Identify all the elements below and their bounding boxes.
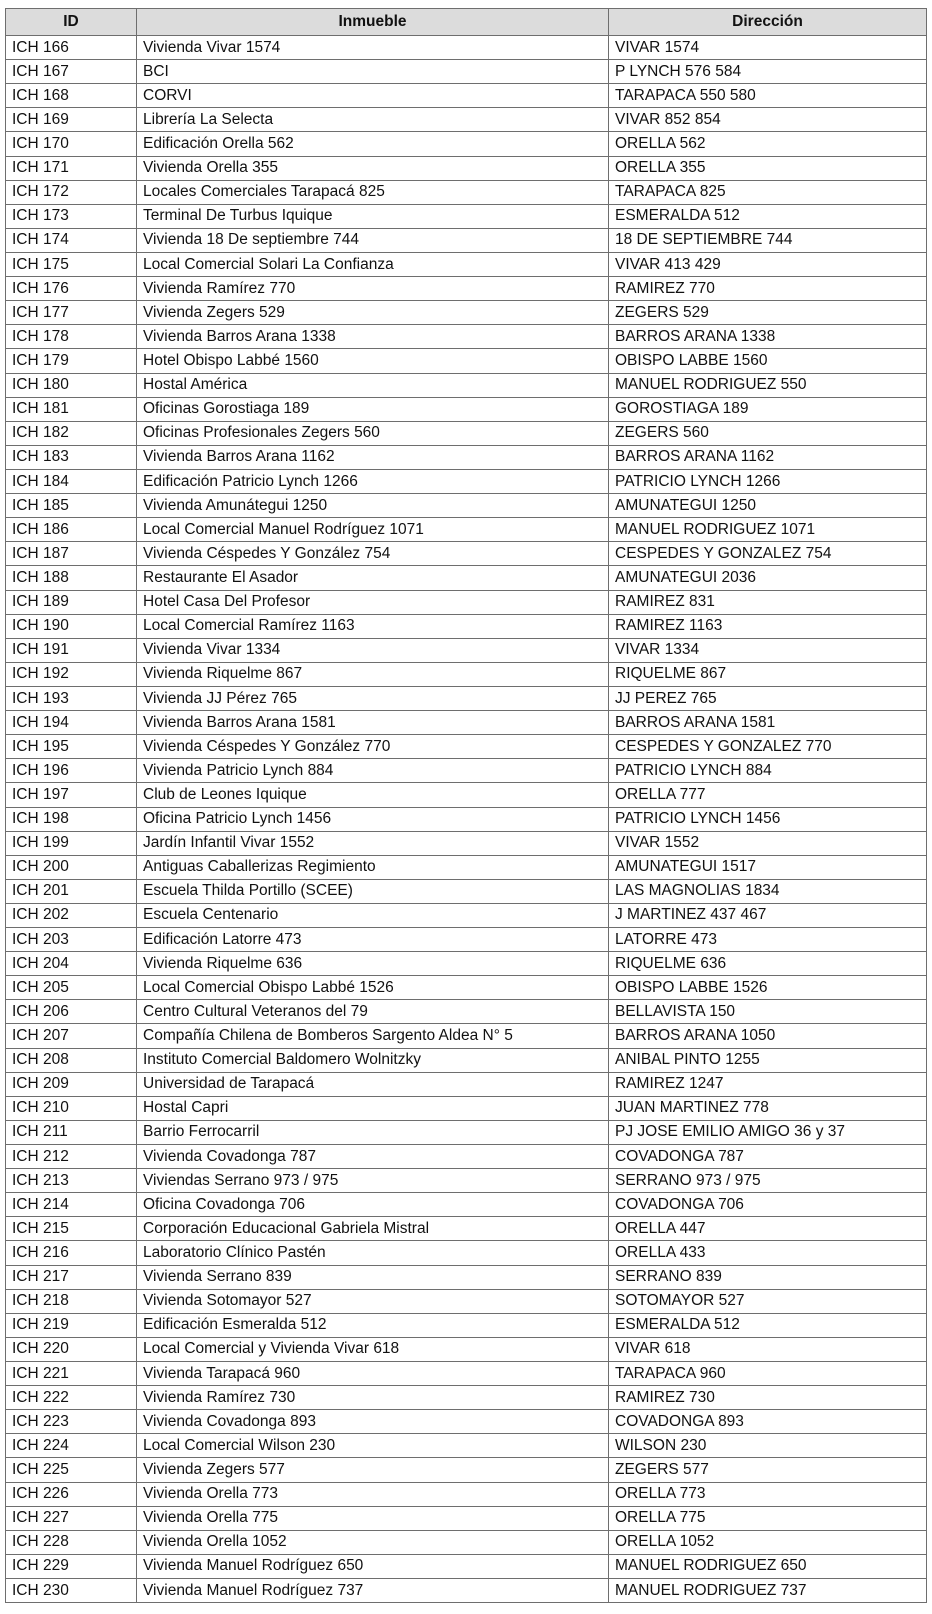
- table-row: [6, 60, 927, 84]
- cell-direccion: VIVAR 618: [609, 1337, 927, 1361]
- cell-id: ICH 175: [6, 252, 137, 276]
- cell-direccion: TARAPACA 960: [609, 1362, 927, 1386]
- cell-inmueble: Terminal De Turbus Iquique: [137, 204, 609, 228]
- cell-id: ICH 200: [6, 855, 137, 879]
- cell-id: ICH 211: [6, 1120, 137, 1144]
- cell-direccion: ZEGERS 560: [609, 421, 927, 445]
- cell-inmueble: Vivienda JJ Pérez 765: [137, 686, 609, 710]
- table-row: [6, 469, 927, 493]
- cell-inmueble: Club de Leones Iquique: [137, 783, 609, 807]
- cell-id: ICH 198: [6, 807, 137, 831]
- table-row: [6, 373, 927, 397]
- cell-id: ICH 226: [6, 1482, 137, 1506]
- cell-inmueble: Vivienda Barros Arana 1162: [137, 445, 609, 469]
- cell-id: ICH 174: [6, 228, 137, 252]
- cell-direccion: LAS MAGNOLIAS 1834: [609, 879, 927, 903]
- table-row: [6, 36, 927, 60]
- cell-inmueble: Vivienda Orella 355: [137, 156, 609, 180]
- cell-id: ICH 179: [6, 349, 137, 373]
- table-row: [6, 662, 927, 686]
- table-row: [6, 903, 927, 927]
- cell-direccion: CESPEDES Y GONZALEZ 770: [609, 735, 927, 759]
- table-row: [6, 1362, 927, 1386]
- cell-id: ICH 197: [6, 783, 137, 807]
- cell-inmueble: Vivienda Covadonga 893: [137, 1410, 609, 1434]
- cell-id: ICH 187: [6, 542, 137, 566]
- cell-id: ICH 183: [6, 445, 137, 469]
- cell-inmueble: Vivienda Amunátegui 1250: [137, 494, 609, 518]
- table-row: [6, 301, 927, 325]
- cell-direccion: GOROSTIAGA 189: [609, 397, 927, 421]
- cell-direccion: ORELLA 447: [609, 1217, 927, 1241]
- cell-id: ICH 186: [6, 518, 137, 542]
- cell-id: ICH 193: [6, 686, 137, 710]
- cell-direccion: BARROS ARANA 1050: [609, 1024, 927, 1048]
- cell-inmueble: Instituto Comercial Baldomero Wolnitzky: [137, 1048, 609, 1072]
- table-row: [6, 421, 927, 445]
- cell-direccion: BARROS ARANA 1162: [609, 445, 927, 469]
- cell-id: ICH 170: [6, 132, 137, 156]
- cell-inmueble: Vivienda Zegers 529: [137, 301, 609, 325]
- cell-id: ICH 217: [6, 1265, 137, 1289]
- cell-direccion: RAMIREZ 1163: [609, 614, 927, 638]
- cell-inmueble: Hostal América: [137, 373, 609, 397]
- cell-inmueble: Vivienda Riquelme 636: [137, 952, 609, 976]
- cell-direccion: PATRICIO LYNCH 884: [609, 759, 927, 783]
- cell-inmueble: Vivienda Riquelme 867: [137, 662, 609, 686]
- cell-id: ICH 177: [6, 301, 137, 325]
- table-row: [6, 1530, 927, 1554]
- cell-inmueble: Local Comercial Manuel Rodríguez 1071: [137, 518, 609, 542]
- cell-direccion: P LYNCH 576 584: [609, 60, 927, 84]
- table-row: [6, 1386, 927, 1410]
- cell-id: ICH 212: [6, 1145, 137, 1169]
- cell-direccion: BELLAVISTA 150: [609, 1000, 927, 1024]
- cell-direccion: SERRANO 839: [609, 1265, 927, 1289]
- table-row: [6, 783, 927, 807]
- cell-direccion: ESMERALDA 512: [609, 204, 927, 228]
- cell-direccion: TARAPACA 825: [609, 180, 927, 204]
- cell-inmueble: Local Comercial Wilson 230: [137, 1434, 609, 1458]
- cell-direccion: 18 DE SEPTIEMBRE 744: [609, 228, 927, 252]
- cell-id: ICH 207: [6, 1024, 137, 1048]
- cell-id: ICH 196: [6, 759, 137, 783]
- table-row: [6, 108, 927, 132]
- cell-direccion: COVADONGA 893: [609, 1410, 927, 1434]
- cell-direccion: JUAN MARTINEZ 778: [609, 1096, 927, 1120]
- table-row: [6, 445, 927, 469]
- cell-id: ICH 220: [6, 1337, 137, 1361]
- cell-direccion: VIVAR 413 429: [609, 252, 927, 276]
- cell-id: ICH 219: [6, 1313, 137, 1337]
- cell-direccion: ZEGERS 529: [609, 301, 927, 325]
- table-row: [6, 397, 927, 421]
- table-row: [6, 349, 927, 373]
- cell-id: ICH 169: [6, 108, 137, 132]
- cell-inmueble: Vivienda Barros Arana 1338: [137, 325, 609, 349]
- cell-inmueble: Vivienda Patricio Lynch 884: [137, 759, 609, 783]
- cell-direccion: SERRANO 973 / 975: [609, 1169, 927, 1193]
- table-row: [6, 1265, 927, 1289]
- table-row: [6, 1096, 927, 1120]
- table-row: [6, 590, 927, 614]
- table-row: [6, 928, 927, 952]
- cell-id: ICH 229: [6, 1554, 137, 1578]
- cell-inmueble: Vivienda Orella 773: [137, 1482, 609, 1506]
- cell-direccion: PATRICIO LYNCH 1456: [609, 807, 927, 831]
- table-row: [6, 1506, 927, 1530]
- cell-inmueble: Vivienda Covadonga 787: [137, 1145, 609, 1169]
- table-row: [6, 855, 927, 879]
- cell-inmueble: Edificación Orella 562: [137, 132, 609, 156]
- cell-id: ICH 230: [6, 1579, 137, 1603]
- cell-id: ICH 172: [6, 180, 137, 204]
- cell-id: ICH 181: [6, 397, 137, 421]
- cell-id: ICH 167: [6, 60, 137, 84]
- cell-id: ICH 195: [6, 735, 137, 759]
- cell-id: ICH 180: [6, 373, 137, 397]
- cell-direccion: VIVAR 1574: [609, 36, 927, 60]
- cell-id: ICH 189: [6, 590, 137, 614]
- cell-inmueble: Local Comercial Ramírez 1163: [137, 614, 609, 638]
- header-row: [6, 9, 927, 36]
- heritage-table: [5, 8, 927, 1603]
- cell-inmueble: Vivienda Manuel Rodríguez 650: [137, 1554, 609, 1578]
- cell-id: ICH 216: [6, 1241, 137, 1265]
- cell-id: ICH 173: [6, 204, 137, 228]
- cell-inmueble: Viviendas Serrano 973 / 975: [137, 1169, 609, 1193]
- table-row: [6, 1145, 927, 1169]
- table-row: [6, 976, 927, 1000]
- table-row: [6, 1313, 927, 1337]
- cell-direccion: MANUEL RODRIGUEZ 1071: [609, 518, 927, 542]
- cell-id: ICH 213: [6, 1169, 137, 1193]
- cell-id: ICH 223: [6, 1410, 137, 1434]
- table-row: [6, 180, 927, 204]
- cell-inmueble: Local Comercial Solari La Confianza: [137, 252, 609, 276]
- cell-id: ICH 225: [6, 1458, 137, 1482]
- cell-direccion: RIQUELME 636: [609, 952, 927, 976]
- cell-inmueble: Compañía Chilena de Bomberos Sargento Aldea N° 5: [137, 1024, 609, 1048]
- cell-id: ICH 178: [6, 325, 137, 349]
- cell-direccion: ORELLA 775: [609, 1506, 927, 1530]
- cell-id: ICH 227: [6, 1506, 137, 1530]
- cell-direccion: VIVAR 1552: [609, 831, 927, 855]
- cell-id: ICH 190: [6, 614, 137, 638]
- cell-inmueble: Vivienda Manuel Rodríguez 737: [137, 1579, 609, 1603]
- cell-direccion: CESPEDES Y GONZALEZ 754: [609, 542, 927, 566]
- cell-direccion: RAMIREZ 1247: [609, 1072, 927, 1096]
- cell-inmueble: Vivienda Vivar 1574: [137, 36, 609, 60]
- cell-id: ICH 210: [6, 1096, 137, 1120]
- cell-inmueble: Locales Comerciales Tarapacá 825: [137, 180, 609, 204]
- cell-inmueble: CORVI: [137, 84, 609, 108]
- cell-direccion: AMUNATEGUI 1250: [609, 494, 927, 518]
- cell-id: ICH 215: [6, 1217, 137, 1241]
- cell-direccion: RIQUELME 867: [609, 662, 927, 686]
- cell-id: ICH 214: [6, 1193, 137, 1217]
- cell-direccion: OBISPO LABBE 1526: [609, 976, 927, 1000]
- cell-inmueble: Vivienda Barros Arana 1581: [137, 711, 609, 735]
- cell-direccion: LATORRE 473: [609, 928, 927, 952]
- table-row: [6, 831, 927, 855]
- cell-inmueble: Vivienda Céspedes Y González 770: [137, 735, 609, 759]
- header-id: ID: [6, 9, 137, 36]
- cell-inmueble: Vivienda Orella 1052: [137, 1530, 609, 1554]
- cell-id: ICH 208: [6, 1048, 137, 1072]
- cell-id: ICH 166: [6, 36, 137, 60]
- table-row: [6, 252, 927, 276]
- cell-id: ICH 171: [6, 156, 137, 180]
- table-row: [6, 542, 927, 566]
- table-row: [6, 566, 927, 590]
- cell-inmueble: Vivienda Tarapacá 960: [137, 1362, 609, 1386]
- cell-inmueble: BCI: [137, 60, 609, 84]
- cell-direccion: ESMERALDA 512: [609, 1313, 927, 1337]
- cell-inmueble: Vivienda Ramírez 730: [137, 1386, 609, 1410]
- cell-direccion: AMUNATEGUI 1517: [609, 855, 927, 879]
- cell-direccion: BARROS ARANA 1338: [609, 325, 927, 349]
- cell-inmueble: Jardín Infantil Vivar 1552: [137, 831, 609, 855]
- cell-direccion: RAMIREZ 730: [609, 1386, 927, 1410]
- cell-direccion: PATRICIO LYNCH 1266: [609, 469, 927, 493]
- cell-direccion: MANUEL RODRIGUEZ 650: [609, 1554, 927, 1578]
- table-row: [6, 1000, 927, 1024]
- table-row: [6, 686, 927, 710]
- cell-direccion: ZEGERS 577: [609, 1458, 927, 1482]
- cell-inmueble: Universidad de Tarapacá: [137, 1072, 609, 1096]
- cell-direccion: RAMIREZ 770: [609, 277, 927, 301]
- cell-inmueble: Vivienda 18 De septiembre 744: [137, 228, 609, 252]
- cell-direccion: COVADONGA 706: [609, 1193, 927, 1217]
- cell-id: ICH 203: [6, 928, 137, 952]
- cell-inmueble: Oficina Covadonga 706: [137, 1193, 609, 1217]
- cell-inmueble: Corporación Educacional Gabriela Mistral: [137, 1217, 609, 1241]
- table-row: [6, 614, 927, 638]
- cell-id: ICH 218: [6, 1289, 137, 1313]
- cell-inmueble: Vivienda Zegers 577: [137, 1458, 609, 1482]
- table-row: [6, 1458, 927, 1482]
- cell-id: ICH 194: [6, 711, 137, 735]
- cell-direccion: AMUNATEGUI 2036: [609, 566, 927, 590]
- cell-inmueble: Oficinas Profesionales Zegers 560: [137, 421, 609, 445]
- cell-id: ICH 191: [6, 638, 137, 662]
- table-row: [6, 325, 927, 349]
- table-row: [6, 1579, 927, 1603]
- cell-inmueble: Edificación Latorre 473: [137, 928, 609, 952]
- cell-direccion: WILSON 230: [609, 1434, 927, 1458]
- cell-inmueble: Oficina Patricio Lynch 1456: [137, 807, 609, 831]
- cell-direccion: ORELLA 1052: [609, 1530, 927, 1554]
- cell-inmueble: Local Comercial Obispo Labbé 1526: [137, 976, 609, 1000]
- cell-id: ICH 188: [6, 566, 137, 590]
- cell-direccion: ANIBAL PINTO 1255: [609, 1048, 927, 1072]
- cell-inmueble: Vivienda Sotomayor 527: [137, 1289, 609, 1313]
- table-header: [6, 9, 927, 36]
- cell-id: ICH 222: [6, 1386, 137, 1410]
- table-row: [6, 735, 927, 759]
- cell-inmueble: Edificación Esmeralda 512: [137, 1313, 609, 1337]
- cell-direccion: SOTOMAYOR 527: [609, 1289, 927, 1313]
- table-row: [6, 156, 927, 180]
- cell-id: ICH 185: [6, 494, 137, 518]
- table-row: [6, 1217, 927, 1241]
- cell-inmueble: Laboratorio Clínico Pastén: [137, 1241, 609, 1265]
- cell-direccion: RAMIREZ 831: [609, 590, 927, 614]
- table-row: [6, 1072, 927, 1096]
- cell-id: ICH 202: [6, 903, 137, 927]
- cell-inmueble: Hotel Obispo Labbé 1560: [137, 349, 609, 373]
- table-row: [6, 759, 927, 783]
- table-row: [6, 84, 927, 108]
- cell-direccion: PJ JOSE EMILIO AMIGO 36 y 37: [609, 1120, 927, 1144]
- cell-inmueble: Vivienda Orella 775: [137, 1506, 609, 1530]
- cell-inmueble: Local Comercial y Vivienda Vivar 618: [137, 1337, 609, 1361]
- cell-direccion: TARAPACA 550 580: [609, 84, 927, 108]
- cell-inmueble: Centro Cultural Veteranos del 79: [137, 1000, 609, 1024]
- cell-id: ICH 199: [6, 831, 137, 855]
- cell-id: ICH 224: [6, 1434, 137, 1458]
- cell-inmueble: Vivienda Serrano 839: [137, 1265, 609, 1289]
- header-direccion: Dirección: [609, 9, 927, 36]
- cell-id: ICH 168: [6, 84, 137, 108]
- table-row: [6, 204, 927, 228]
- cell-inmueble: Vivienda Vivar 1334: [137, 638, 609, 662]
- cell-id: ICH 201: [6, 879, 137, 903]
- table-row: [6, 1289, 927, 1313]
- cell-inmueble: Escuela Thilda Portillo (SCEE): [137, 879, 609, 903]
- cell-direccion: OBISPO LABBE 1560: [609, 349, 927, 373]
- cell-direccion: MANUEL RODRIGUEZ 737: [609, 1579, 927, 1603]
- cell-direccion: ORELLA 562: [609, 132, 927, 156]
- cell-id: ICH 205: [6, 976, 137, 1000]
- cell-id: ICH 192: [6, 662, 137, 686]
- cell-inmueble: Escuela Centenario: [137, 903, 609, 927]
- cell-direccion: BARROS ARANA 1581: [609, 711, 927, 735]
- cell-direccion: JJ PEREZ 765: [609, 686, 927, 710]
- cell-direccion: VIVAR 1334: [609, 638, 927, 662]
- table-row: [6, 1193, 927, 1217]
- table-row: [6, 277, 927, 301]
- table-row: [6, 1241, 927, 1265]
- cell-id: ICH 228: [6, 1530, 137, 1554]
- table-row: [6, 1024, 927, 1048]
- cell-id: ICH 209: [6, 1072, 137, 1096]
- cell-id: ICH 184: [6, 469, 137, 493]
- cell-inmueble: Edificación Patricio Lynch 1266: [137, 469, 609, 493]
- table-row: [6, 638, 927, 662]
- table-row: [6, 1410, 927, 1434]
- cell-inmueble: Restaurante El Asador: [137, 566, 609, 590]
- cell-id: ICH 176: [6, 277, 137, 301]
- cell-direccion: ORELLA 777: [609, 783, 927, 807]
- cell-inmueble: Oficinas Gorostiaga 189: [137, 397, 609, 421]
- cell-inmueble: Librería La Selecta: [137, 108, 609, 132]
- cell-id: ICH 182: [6, 421, 137, 445]
- cell-id: ICH 204: [6, 952, 137, 976]
- table-body: [6, 36, 927, 1603]
- table-row: [6, 879, 927, 903]
- cell-inmueble: Hostal Capri: [137, 1096, 609, 1120]
- table-row: [6, 711, 927, 735]
- cell-id: ICH 221: [6, 1362, 137, 1386]
- cell-direccion: COVADONGA 787: [609, 1145, 927, 1169]
- cell-direccion: ORELLA 433: [609, 1241, 927, 1265]
- table-row: [6, 132, 927, 156]
- cell-inmueble: Barrio Ferrocarril: [137, 1120, 609, 1144]
- table-row: [6, 228, 927, 252]
- table-row: [6, 1120, 927, 1144]
- cell-inmueble: Antiguas Caballerizas Regimiento: [137, 855, 609, 879]
- cell-id: ICH 206: [6, 1000, 137, 1024]
- cell-inmueble: Vivienda Céspedes Y González 754: [137, 542, 609, 566]
- cell-direccion: ORELLA 355: [609, 156, 927, 180]
- table-row: [6, 494, 927, 518]
- table-row: [6, 1434, 927, 1458]
- table-row: [6, 1554, 927, 1578]
- cell-inmueble: Vivienda Ramírez 770: [137, 277, 609, 301]
- table-row: [6, 1337, 927, 1361]
- cell-direccion: J MARTINEZ 437 467: [609, 903, 927, 927]
- table-row: [6, 1169, 927, 1193]
- table-row: [6, 807, 927, 831]
- cell-direccion: VIVAR 852 854: [609, 108, 927, 132]
- table-row: [6, 518, 927, 542]
- table-row: [6, 1482, 927, 1506]
- cell-direccion: MANUEL RODRIGUEZ 550: [609, 373, 927, 397]
- cell-direccion: ORELLA 773: [609, 1482, 927, 1506]
- cell-inmueble: Hotel Casa Del Profesor: [137, 590, 609, 614]
- table-row: [6, 952, 927, 976]
- table-row: [6, 1048, 927, 1072]
- header-inmueble: Inmueble: [137, 9, 609, 36]
